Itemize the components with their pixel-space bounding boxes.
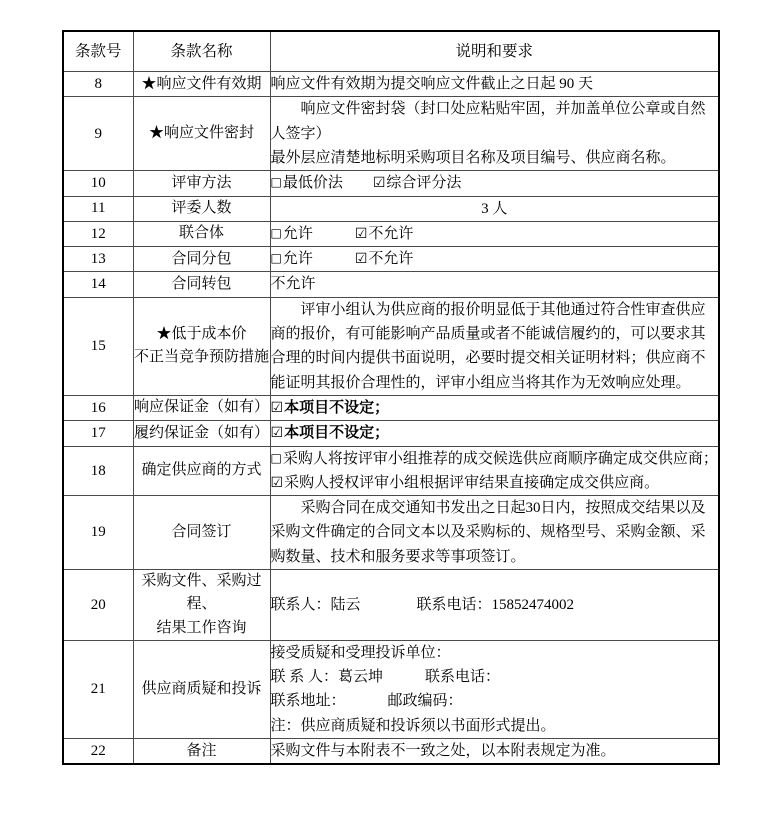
row-no-22: 22 — [63, 738, 133, 764]
table-row — [63, 272, 719, 297]
desc-text: 评审小组认为供应商的报价明显低于其他通过符合性审查供应商的报价，有可能影响产品质量或者不能诚信履约的，可以要求其合理的时间内提供书面说明，必要时提交相关证明材料；供应商不能证明其报价合理性的，评审小组应当将其作为无效响应处理。 — [270, 301, 706, 391]
desc-text: 3 人 — [481, 200, 508, 217]
row-no-18: 18 — [63, 446, 133, 496]
checkbox-checked-icon[interactable]: ☑ — [270, 425, 284, 442]
row-desc-12 — [270, 221, 719, 246]
contact-person-value: 陆云 — [330, 596, 361, 613]
row-name-16: 响应保证金（如有） — [133, 395, 270, 420]
row-no-10: 10 — [63, 171, 133, 196]
option-group-bid-bond — [271, 396, 719, 420]
row-desc-16 — [270, 395, 719, 420]
row-name-15 — [133, 297, 270, 395]
header-clause-no: 条款号 — [63, 31, 133, 72]
row-desc-18 — [270, 446, 719, 496]
name-line1: ★低于成本价 — [156, 326, 247, 343]
checkbox-checked-icon[interactable]: ☑ — [270, 474, 284, 491]
complaint-note: 注：供应商质疑和投诉须以书面形式提出。 — [270, 717, 556, 734]
row-no-17: 17 — [63, 421, 133, 446]
option-group-subcontracting — [271, 247, 719, 271]
option-group-evaluation-method — [271, 171, 719, 195]
option-row-supplier-order — [271, 447, 719, 471]
row-name-19: 合同签订 — [133, 496, 270, 570]
option-label-by-recommended-order: 采购人将按评审小组推荐的成交候选供应商顺序确定成交供应商； — [282, 450, 718, 467]
table-row — [63, 738, 719, 764]
row-no-14: 14 — [63, 272, 133, 297]
row-no-20: 20 — [63, 570, 133, 641]
table-row — [63, 446, 719, 496]
checkbox-checked-icon[interactable]: ☑ — [270, 399, 284, 416]
row-no-21: 21 — [63, 640, 133, 738]
row-desc-13 — [270, 247, 719, 272]
table-row — [63, 570, 719, 641]
option-label-not-allowed: 不允许 — [368, 251, 414, 268]
row-name-11: 评委人数 — [133, 196, 270, 221]
row-name-21: 供应商质疑和投诉 — [133, 640, 270, 738]
row-name-12: 联合体 — [133, 221, 270, 246]
row-name-20 — [133, 570, 270, 641]
row-desc-19 — [270, 496, 719, 570]
row-desc-8 — [270, 72, 719, 97]
name-line2: 结果工作咨询 — [156, 619, 247, 636]
option-label-allowed: 允许 — [282, 225, 313, 242]
row-no-9: 9 — [63, 97, 133, 171]
row-desc-15 — [270, 297, 719, 395]
postcode-label: 邮政编码： — [387, 693, 463, 710]
option-group-consortium — [271, 222, 719, 246]
row-name-22: 备注 — [133, 738, 270, 764]
row-name-10: 评审方法 — [133, 171, 270, 196]
option-label-comprehensive-scoring: 综合评分法 — [386, 175, 462, 192]
desc-text-line2: 最外层应清楚地标明采购项目名称及项目编号、供应商名称。 — [270, 150, 676, 166]
option-label-lowest-price: 最低价法 — [282, 175, 343, 192]
row-desc-14 — [270, 272, 719, 297]
row-name-8: ★响应文件有效期 — [133, 72, 270, 97]
checkbox-checked-icon[interactable]: ☑ — [354, 251, 368, 268]
desc-text: 本项目不设定； — [284, 399, 390, 416]
table-row — [63, 171, 719, 196]
address-info-line — [271, 689, 719, 713]
name-line2: 不正当竞争预防措施 — [133, 349, 269, 366]
checkbox-empty-icon[interactable]: □ — [270, 450, 282, 465]
option-label-direct-determination: 采购人授权评审小组根据评审结果直接确定成交供应商。 — [284, 474, 660, 491]
table-row — [63, 247, 719, 272]
table-row — [63, 395, 719, 420]
table-row — [63, 640, 719, 738]
table-row — [63, 297, 719, 395]
table-row — [63, 97, 719, 171]
contact-person-label: 联系人： — [270, 596, 331, 613]
row-no-19: 19 — [63, 496, 133, 570]
desc-text: 采购合同在成交通知书发出之日起30日内，按照成交结果以及采购文件确定的合同文本以及采购标的、规格型号、采购金额、采购数量、技术和服务要求等事项签订。 — [270, 500, 706, 565]
row-desc-17 — [270, 421, 719, 446]
table-row — [63, 496, 719, 570]
option-label-allowed: 允许 — [282, 251, 313, 268]
row-name-17: 履约保证金（如有） — [133, 421, 270, 446]
row-no-16: 16 — [63, 395, 133, 420]
desc-text-line1: 响应文件密封袋（封口处应粘贴牢固，并加盖单位公章或自然人签字） — [270, 101, 706, 142]
option-label-not-allowed: 不允许 — [368, 225, 414, 242]
checkbox-empty-icon[interactable]: □ — [270, 225, 282, 240]
contact-address-label: 联系地址： — [270, 693, 346, 710]
row-name-13: 合同分包 — [133, 247, 270, 272]
name-line1: 采购文件、采购过程、 — [141, 573, 262, 613]
procurement-spec-table — [62, 30, 720, 765]
row-no-8: 8 — [63, 72, 133, 97]
desc-text: 采购文件与本附表不一致之处，以本附表规定为准。 — [270, 742, 616, 759]
spec-table-container — [62, 30, 718, 765]
desc-text: 不允许 — [270, 276, 316, 293]
row-desc-22 — [270, 738, 719, 764]
table-row — [63, 72, 719, 97]
option-row-direct-determination — [271, 471, 719, 495]
row-no-13: 13 — [63, 247, 133, 272]
table-row — [63, 196, 719, 221]
row-no-12: 12 — [63, 221, 133, 246]
contact-phone-value: 15852474002 — [491, 596, 575, 613]
row-desc-21 — [270, 640, 719, 738]
contact-phone-label: 联系电话： — [425, 669, 501, 686]
header-clause-name: 条款名称 — [133, 31, 270, 72]
checkbox-checked-icon[interactable]: ☑ — [372, 175, 386, 192]
table-header-row — [63, 31, 719, 72]
row-desc-10 — [270, 171, 719, 196]
desc-text: 本项目不设定； — [284, 425, 390, 442]
row-desc-20 — [270, 570, 719, 641]
contact-person-label: 联 系 人： — [270, 669, 339, 686]
header-description: 说明和要求 — [270, 31, 719, 72]
contact-phone-label: 联系电话： — [416, 596, 492, 613]
row-desc-9 — [270, 97, 719, 171]
row-desc-11 — [270, 196, 719, 221]
row-name-18: 确定供应商的方式 — [133, 446, 270, 496]
contact-person-value: 葛云坤 — [338, 669, 384, 686]
row-name-9: ★响应文件密封 — [133, 97, 270, 171]
desc-text: 响应文件有效期为提交响应文件截止之日起 90 天 — [270, 76, 594, 93]
complaint-unit-label: 接受质疑和受理投诉单位： — [270, 644, 451, 661]
option-group-performance-bond — [271, 421, 719, 445]
row-no-15: 15 — [63, 297, 133, 395]
contact-info-line — [271, 665, 719, 689]
row-name-14: 合同转包 — [133, 272, 270, 297]
row-no-11: 11 — [63, 196, 133, 221]
table-row — [63, 221, 719, 246]
table-row — [63, 421, 719, 446]
checkbox-empty-icon[interactable]: □ — [270, 251, 282, 266]
checkbox-checked-icon[interactable]: ☑ — [354, 225, 368, 242]
contact-info-line — [271, 593, 719, 617]
checkbox-empty-icon[interactable]: □ — [270, 175, 282, 190]
